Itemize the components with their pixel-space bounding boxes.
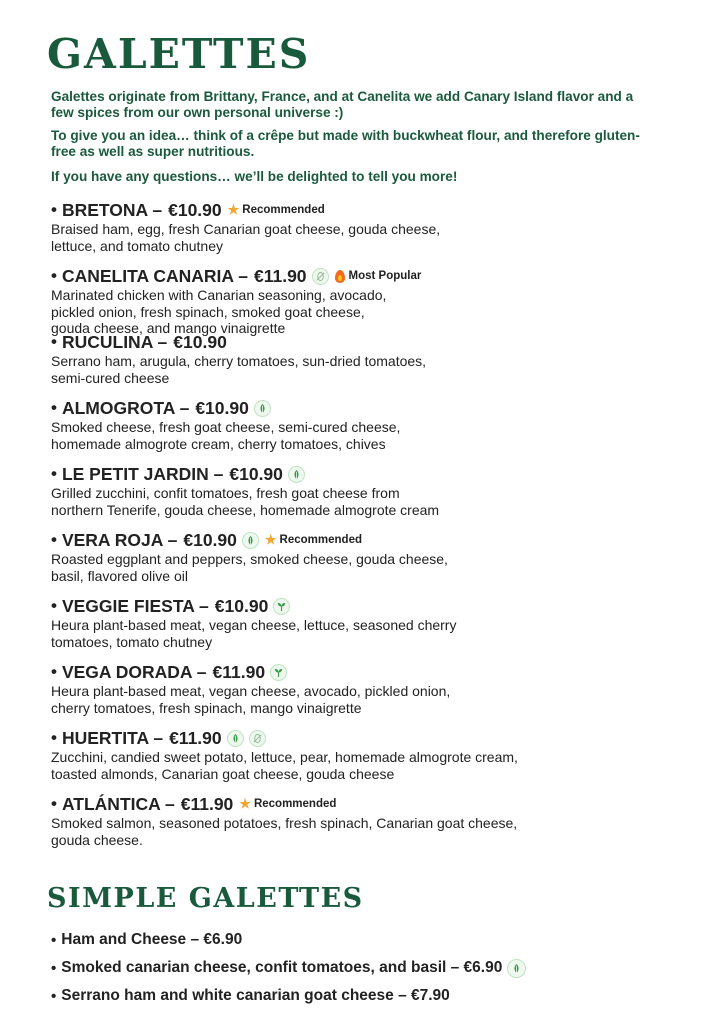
gluten-free-icon (312, 268, 329, 285)
star-icon: ★ (264, 532, 277, 547)
menu-item-description: Grilled zucchini, confit tomatoes, fresh goat cheese from northern Tenerife, gouda cheese, homemade almogrote cream (51, 485, 440, 518)
menu-item-price: €10.90 (229, 463, 283, 484)
menu-item (51, 397, 691, 463)
vegan-icon (270, 664, 287, 681)
simple-galette-text: Smoked canarian cheese, confit tomatoes, and basil – €6.90 (61, 959, 503, 976)
bullet: • (51, 931, 57, 949)
bullet: • (51, 794, 57, 813)
menu-item-header (51, 661, 691, 683)
menu-item (51, 199, 691, 265)
bullet: • (51, 398, 57, 417)
menu-item-badge (228, 202, 325, 218)
bullet: • (51, 728, 57, 747)
menu-item-description: Marinated chicken with Canarian seasoning, avocado, pickled onion, fresh spinach, smoked goat cheese, gouda cheese, and mango vinaigrette (51, 287, 387, 336)
menu-item-name: LE PETIT JARDIN – (61, 463, 224, 484)
menu-item-badge (335, 270, 422, 283)
bullet: • (51, 266, 57, 285)
simple-galette-item (51, 926, 691, 954)
star-icon: ★ (239, 796, 251, 811)
vegetarian-icon (227, 730, 244, 747)
menu-item-price: €11.90 (212, 661, 266, 682)
vegetarian-icon (507, 959, 526, 978)
simple-galettes-list (51, 926, 691, 1010)
menu-item (51, 331, 691, 397)
intro-paragraph-description: To give you an idea… think of a crêpe but made with buckwheat flour, and therefore gluten-free as well as super nutritious. (51, 128, 640, 159)
simple-galettes-title: SIMPLE GALETTES (47, 883, 364, 914)
badge-label: Recommended (253, 798, 337, 810)
vegetarian-icon (254, 400, 271, 417)
menu-item (51, 793, 691, 859)
bullet: • (51, 987, 57, 1005)
vegetarian-icon (242, 532, 259, 549)
menu-item (51, 661, 691, 727)
menu-item-name: ALMOGROTA – (61, 397, 190, 418)
menu-item (51, 265, 691, 336)
menu-item-header (51, 265, 691, 287)
menu-item-price: €10.90 (195, 397, 249, 418)
bullet: • (51, 596, 57, 615)
bullet: • (51, 200, 57, 219)
menu-item-name: VEGGIE FIESTA – (61, 595, 209, 616)
galettes-list (51, 199, 691, 859)
menu-item-description: Heura plant-based meat, vegan cheese, lettuce, seasoned cherry tomatoes, tomato chutney (51, 617, 457, 650)
menu-item-name: CANELITA CANARIA – (61, 265, 248, 286)
simple-galette-item (51, 954, 691, 982)
simple-galette-text: Ham and Cheese – €6.90 (61, 931, 243, 948)
menu-item-price: €10.90 (168, 199, 222, 220)
bullet: • (51, 530, 57, 549)
menu-item-header (51, 727, 691, 749)
page-title: GALETTES (47, 30, 311, 78)
menu-item-name: HUERTITA – (61, 727, 164, 748)
bullet: • (51, 959, 57, 977)
menu-item-price: €10.90 (214, 595, 269, 616)
menu-item-description: Roasted eggplant and peppers, smoked cheese, gouda cheese, basil, flavored olive oil (51, 551, 448, 584)
bullet: • (51, 662, 57, 681)
menu-item-description: Zucchini, candied sweet potato, lettuce, pear, homemade almogrote cream, toasted almonds, Canarian goat cheese, gouda cheese (51, 749, 518, 782)
menu-item-name: VEGA DORADA – (61, 661, 207, 682)
menu-item-badge (265, 532, 362, 548)
bullet: • (51, 464, 57, 483)
intro-paragraph-questions: If you have any questions… we’ll be delighted to tell you more! (51, 169, 458, 184)
menu-item-name: BRETONA – (61, 199, 163, 220)
menu-item-description: Braised ham, egg, fresh Canarian goat cheese, gouda cheese, lettuce, and tomato chutney (51, 221, 441, 254)
menu-item-header (51, 331, 691, 353)
simple-galette-item (51, 982, 691, 1010)
gluten-free-icon (249, 730, 266, 747)
menu-item (51, 529, 691, 595)
menu-item-name: VERA ROJA – (61, 529, 178, 550)
menu-item-header (51, 595, 691, 617)
menu-item-price: €11.90 (180, 793, 234, 814)
menu-item-description: Heura plant-based meat, vegan cheese, avocado, pickled onion, cherry tomatoes, fresh spinach, mango vinaigrette (51, 683, 451, 716)
menu-item-badge (239, 796, 336, 812)
menu-item (51, 727, 691, 793)
menu-item-header (51, 397, 691, 419)
badge-label: Recommended (279, 534, 362, 546)
menu-item-header (51, 199, 691, 221)
intro-paragraph-origin: Galettes originate from Brittany, France, and at Canelita we add Canary Island flavor and a few spices from our own personal universe :) (51, 89, 634, 120)
vegetarian-icon (288, 466, 305, 483)
menu-item-header (51, 793, 691, 815)
menu-item-header (51, 529, 691, 551)
simple-galette-text: Serrano ham and white canarian goat cheese – €7.90 (61, 987, 450, 1004)
vegan-icon (273, 598, 290, 615)
menu-item-description: Smoked salmon, seasoned potatoes, fresh spinach, Canarian goat cheese, gouda cheese. (51, 815, 518, 848)
star-icon: ★ (227, 202, 240, 217)
menu-item-price: €10.90 (183, 529, 237, 550)
menu-item-name: ATLÁNTICA – (61, 793, 175, 814)
menu-item (51, 595, 691, 661)
menu-item-description: Smoked cheese, fresh goat cheese, semi-cured cheese, homemade almogrote cream, cherry tomatoes, chives (51, 419, 401, 452)
badge-label: Recommended (242, 204, 325, 216)
menu-item-header (51, 463, 691, 485)
menu-item-name: RUCULINA – (61, 331, 168, 352)
badge-label: Most Popular (348, 270, 422, 282)
flame-icon (335, 270, 345, 283)
bullet: • (51, 332, 57, 351)
menu-item-price: €11.90 (253, 265, 307, 286)
menu-item-price: €10.90 (173, 331, 227, 352)
menu-item (51, 463, 691, 529)
menu-item-price: €11.90 (169, 727, 222, 748)
menu-item-description: Serrano ham, arugula, cherry tomatoes, sun-dried tomatoes, semi-cured cheese (51, 353, 427, 386)
